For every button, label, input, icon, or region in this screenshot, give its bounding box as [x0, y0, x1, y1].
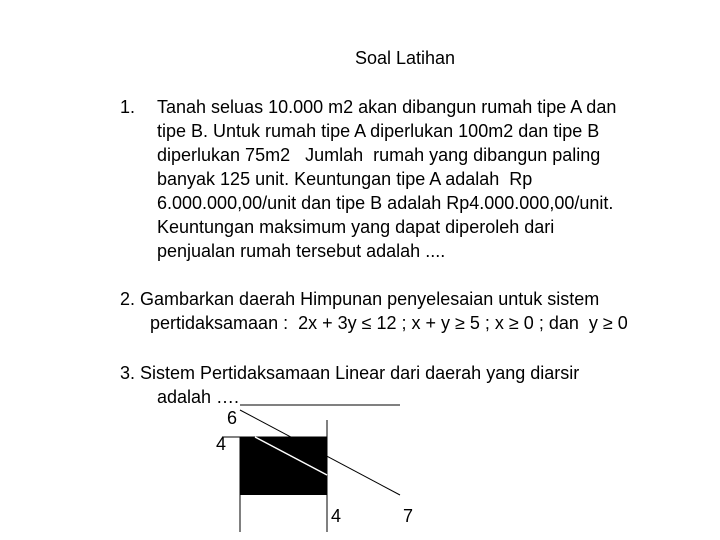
question-2-line: 2. Gambarkan daerah Himpunan penyelesaian untuk sistem — [120, 289, 600, 309]
question-1-text — [157, 95, 616, 263]
question-1-line: penjualan rumah tersebut adalah .... — [157, 241, 446, 261]
question-1-number: 1. — [120, 97, 136, 117]
question-2 — [120, 287, 628, 335]
question-1-line: 6.000.000,00/unit dan tipe B adalah Rp4.000.000,00/unit. — [157, 193, 614, 213]
x-label-4: 4 — [331, 506, 342, 526]
question-3-line: 3. Sistem Pertidaksamaan Linear dari daerah yang diarsir — [120, 363, 580, 383]
shaded-region — [240, 437, 327, 495]
diagonal-inside-shade — [255, 437, 327, 475]
line-6-7 — [240, 410, 400, 495]
question-3-line: adalah …. — [157, 387, 240, 407]
y-label-6: 6 — [227, 408, 238, 428]
question-1-line: diperlukan 75m2 Jumlah rumah yang dibangun paling — [157, 145, 601, 165]
question-1-line: Tanah seluas 10.000 m2 akan dibangun rumah tipe A dan — [157, 97, 617, 117]
question-3 — [120, 361, 579, 409]
question-1-line: tipe B. Untuk rumah tipe A diperlukan 100m2 dan tipe B — [157, 121, 600, 141]
x-label-7: 7 — [403, 506, 414, 526]
question-2-inequalities: pertidaksamaan : 2x + 3y ≤ 12 ; x + y ≥ 5 ; x ≥ 0 ; dan y ≥ 0 — [150, 313, 628, 333]
question-1-line: banyak 125 unit. Keuntungan tipe A adalah Rp — [157, 169, 533, 189]
slide-title: Soal Latihan — [354, 48, 456, 68]
y-label-4: 4 — [216, 434, 227, 454]
question-1-line: Keuntungan maksimum yang dapat diperoleh dari — [157, 217, 555, 237]
